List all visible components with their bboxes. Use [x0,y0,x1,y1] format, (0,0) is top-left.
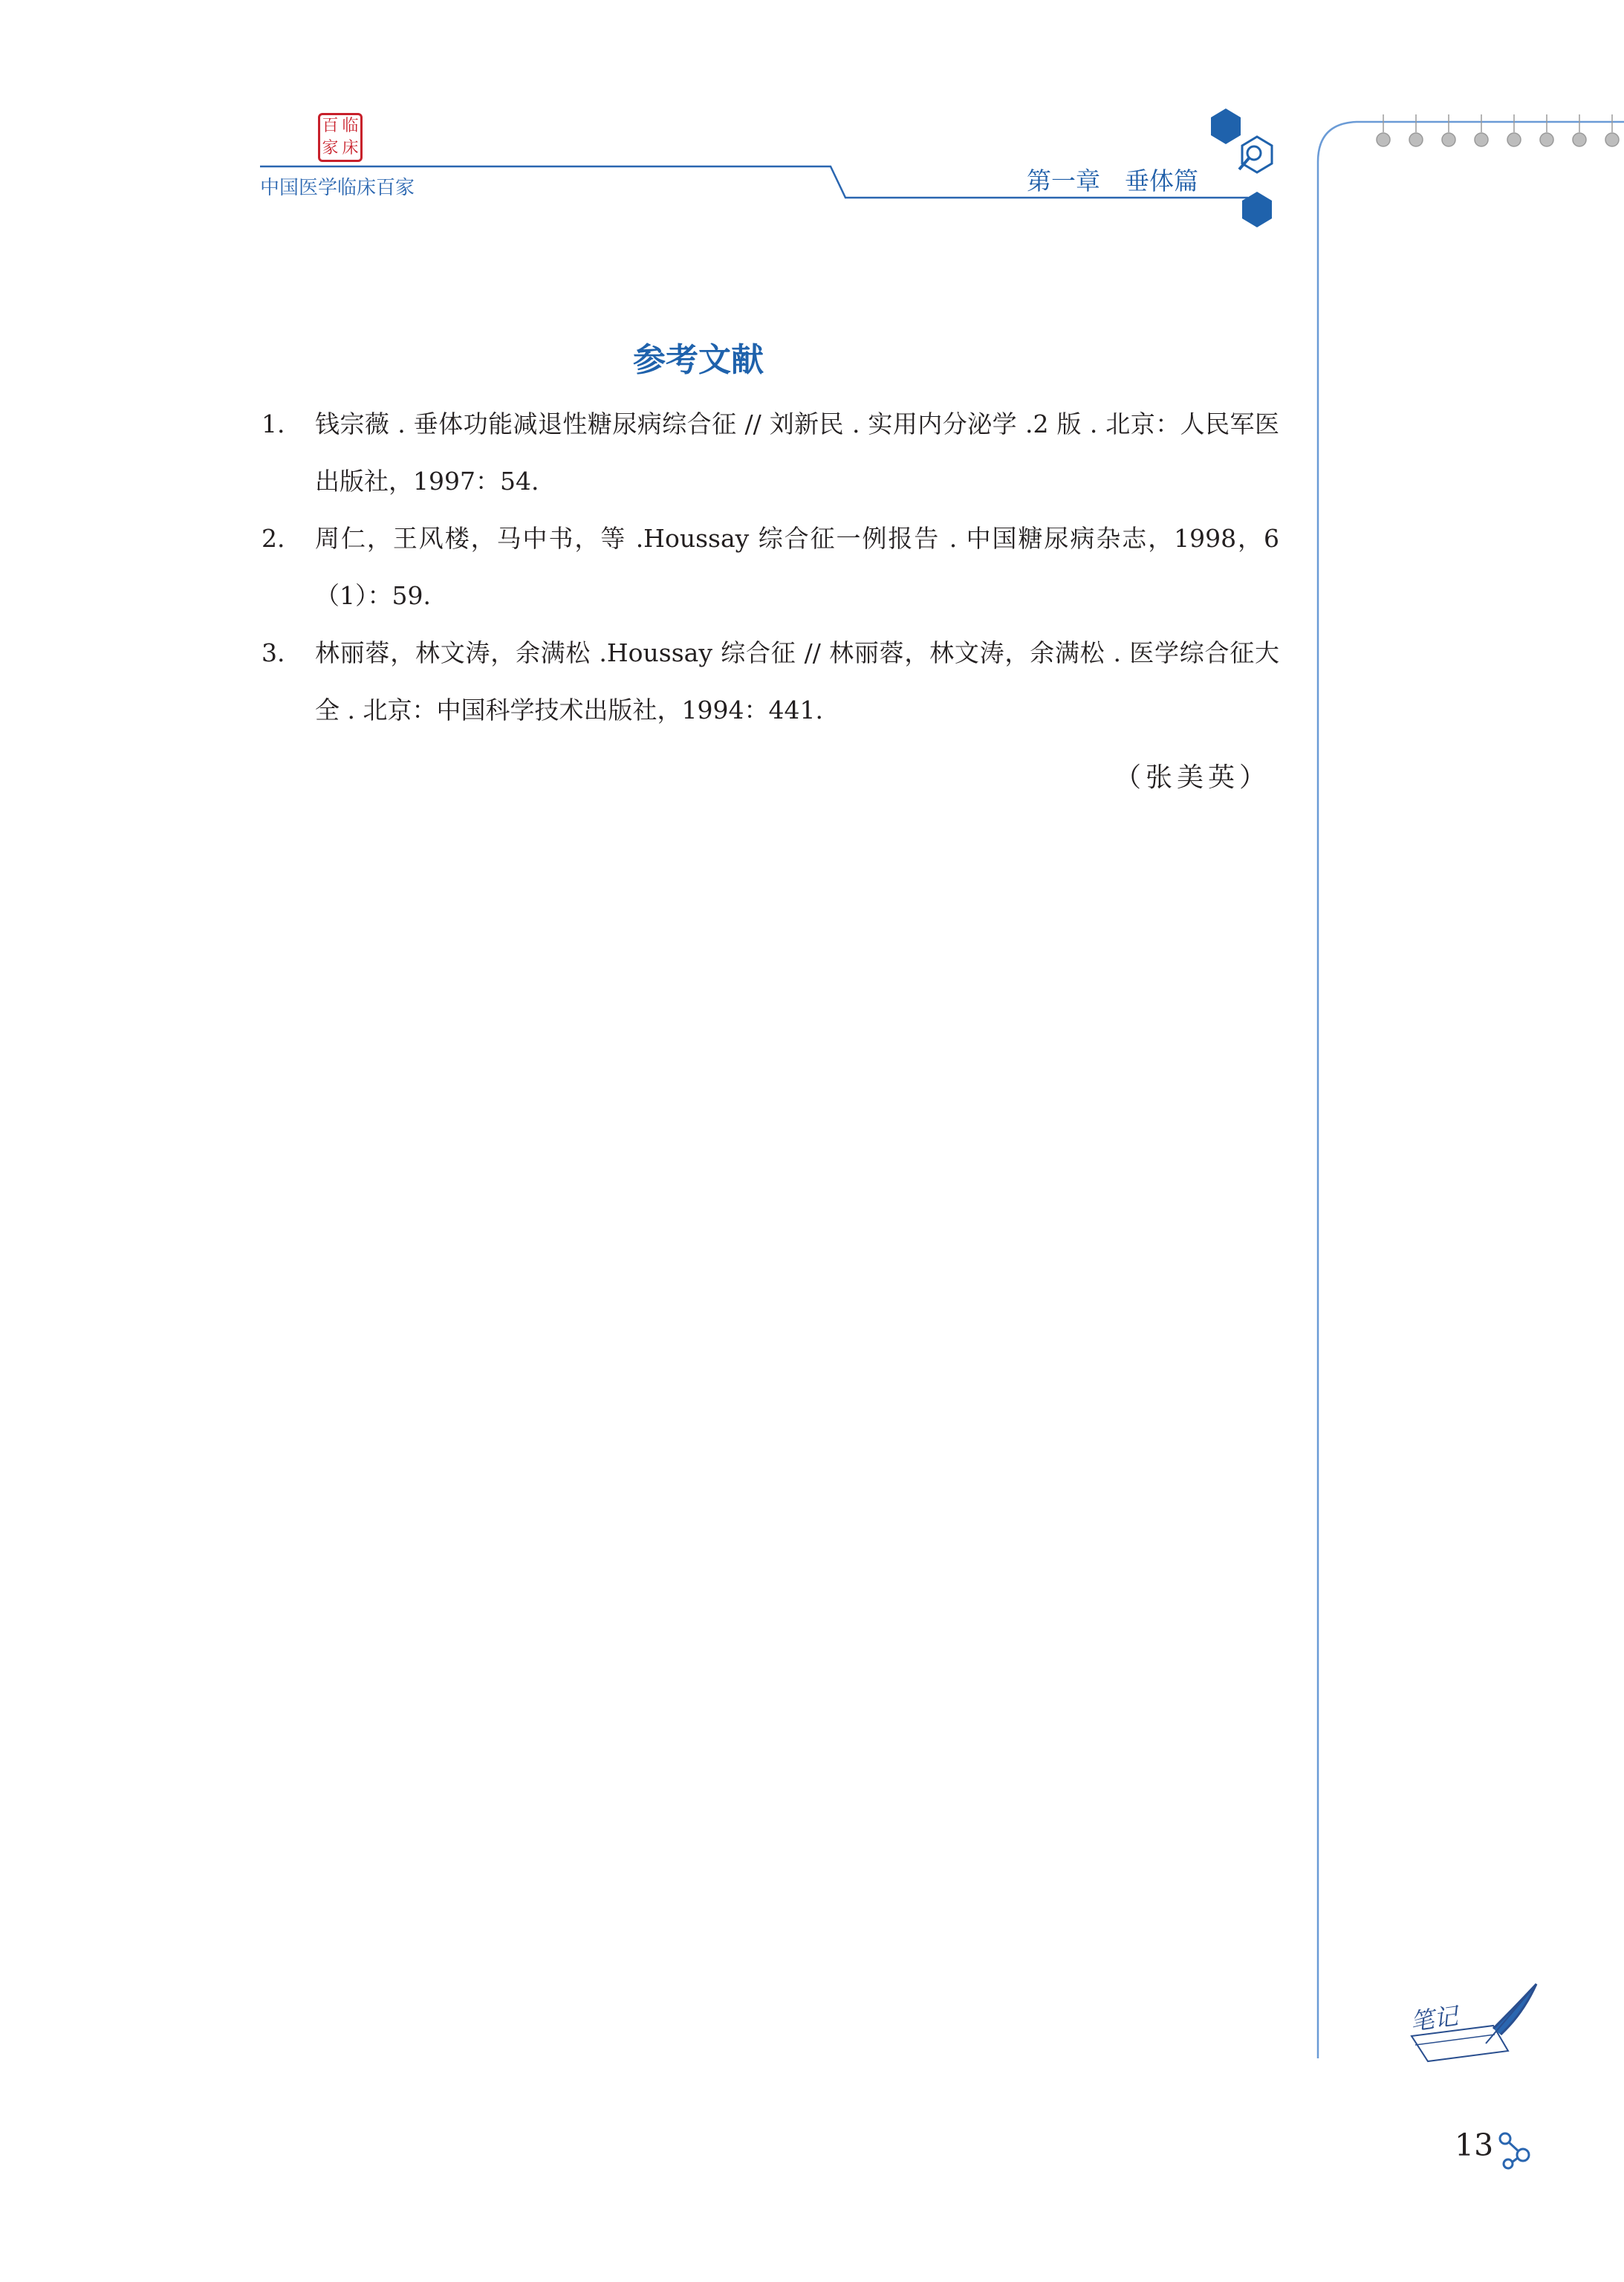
notes-label: 笔记 [1408,2001,1460,2037]
section-title: 参考文献 [633,341,764,379]
reference-text: 钱宗薇 . 垂体功能减退性糖尿病综合征 // 刘新民 . 实用内分泌学 .2 版 . 北京：人民军医出版社，1997：54. [315,409,1279,496]
binder-ring-icon [1377,114,1619,146]
reference-item [262,624,1279,739]
page-number: 13 [1455,2127,1494,2163]
reference-number: 1. [262,409,285,438]
reference-list [262,395,1279,739]
notes-side-panel [1318,114,1624,2058]
reference-text: 林丽蓉，林文涛，余满松 .Houssay 综合征 // 林丽蓉，林文涛，余满松 . 医学综合征大全 . 北京：中国科学技术出版社，1994：441. [315,638,1279,725]
author-signature: （张美英） [1114,762,1270,793]
logo-seal: 百 临 家 床 [318,113,363,162]
reference-number: 2. [262,524,285,553]
reference-number: 3. [262,638,285,667]
hexagon-magnifier-icon [1211,108,1272,227]
share-nodes-icon [1500,2133,1529,2168]
reference-text: 周仁，王风楼，马中书，等 .Houssay 综合征一例报告 . 中国糖尿病杂志，1998，6（1）：59. [315,524,1279,610]
series-name: 中国医学临床百家 [260,177,415,199]
reference-item [262,510,1279,624]
reference-item [262,395,1279,510]
chapter-title: 第一章 垂体篇 [1027,166,1198,195]
